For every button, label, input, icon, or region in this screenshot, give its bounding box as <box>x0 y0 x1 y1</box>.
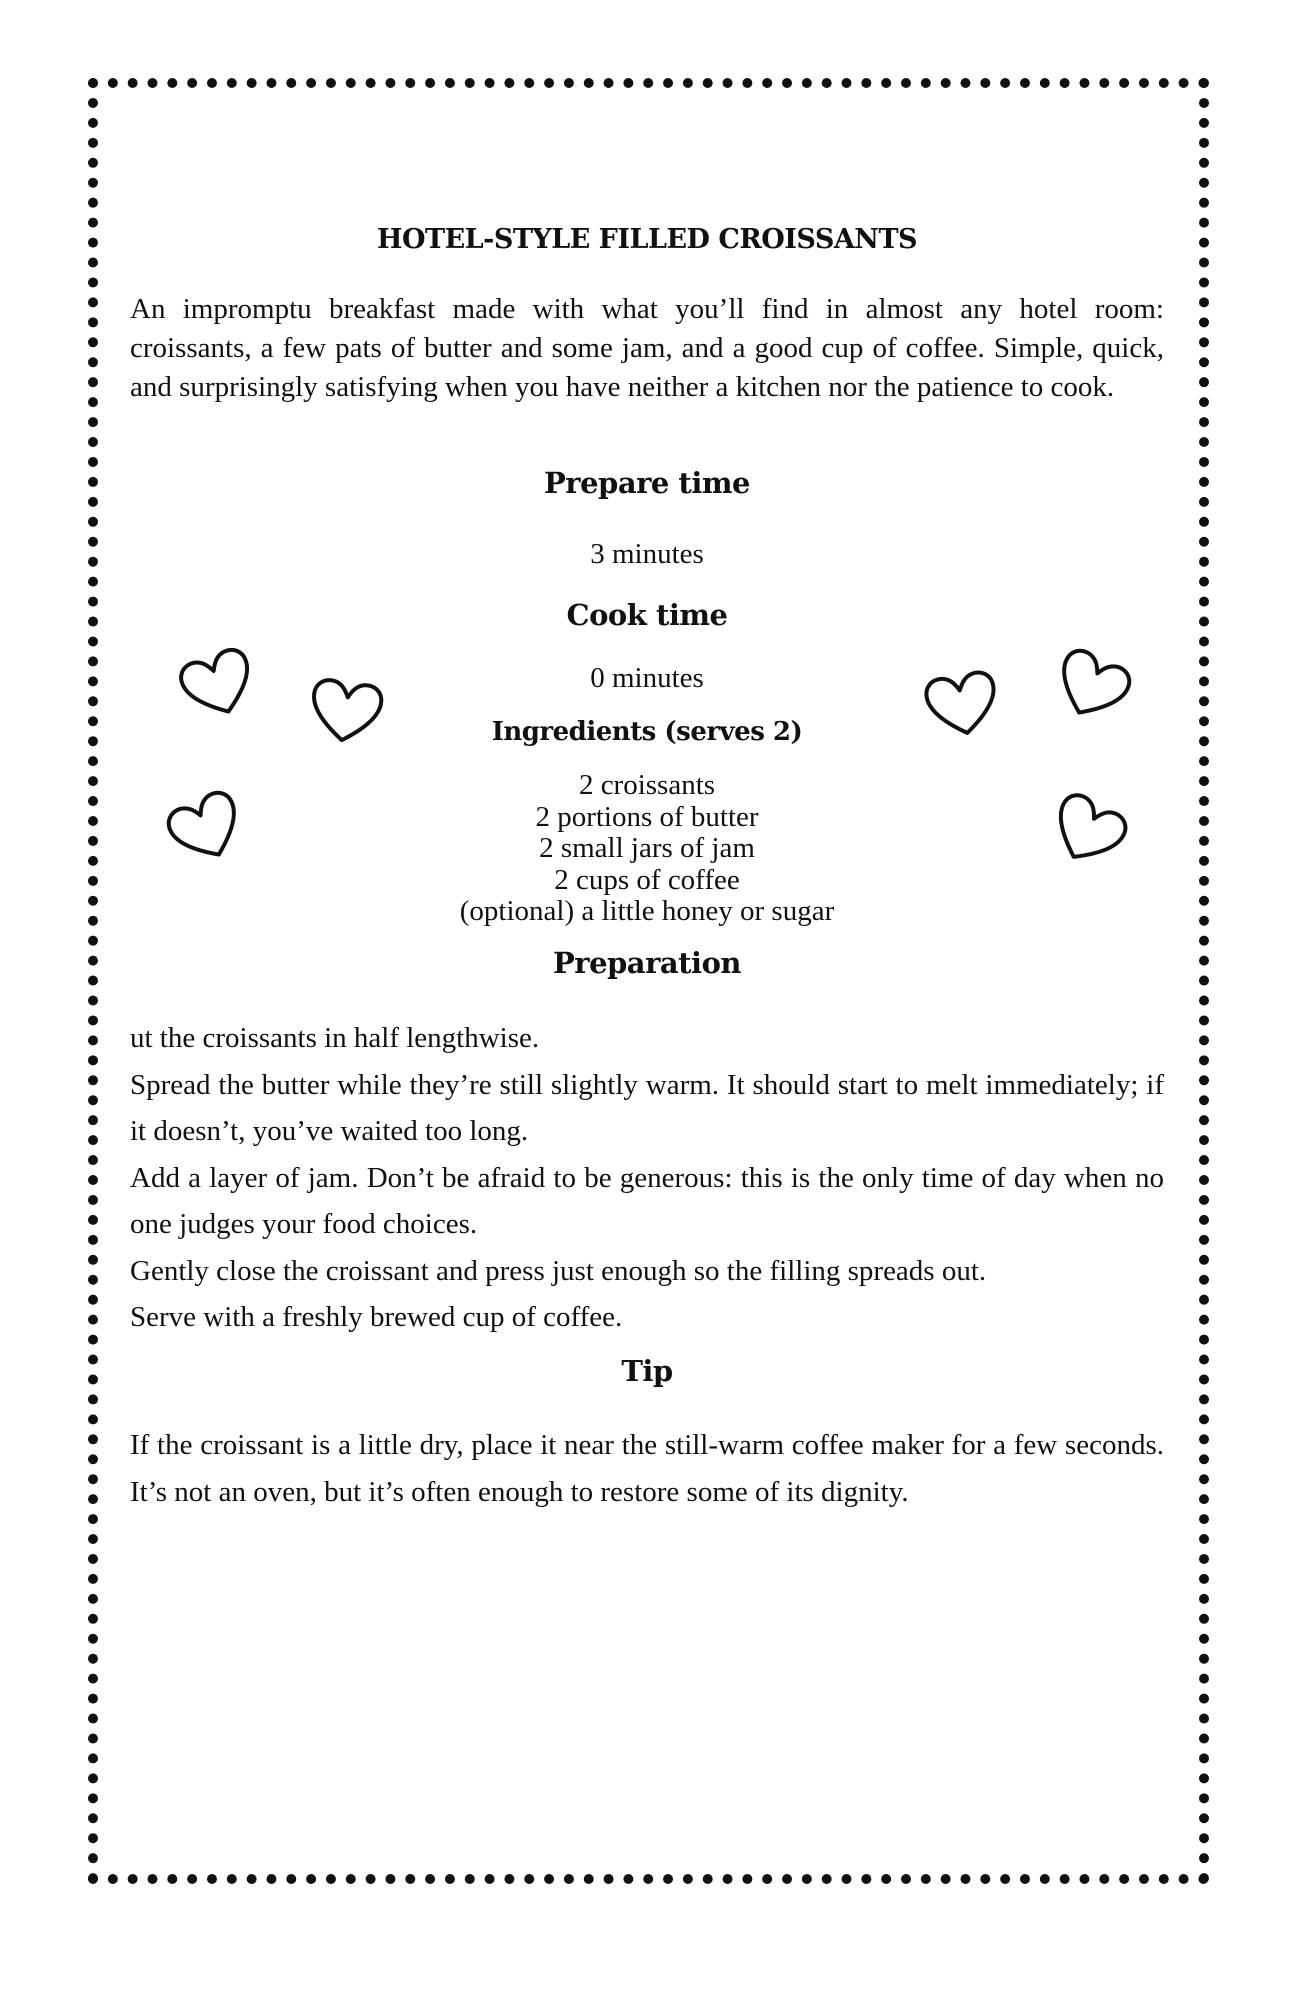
step-item: Gently close the croissant and press just enough so the filling spreads out. <box>130 1254 987 1287</box>
ingredient-item: 2 small jars of jam <box>539 832 755 864</box>
recipe-intro: An impromptu breakfast made with what you’ll find in almost any hotel room: croissants, a few pats of butter and some jam, and a good cup of coffee. Simple, quick, and surprisingly satisfying when you have neither a kitchen nor the patience to cook. <box>130 293 1164 403</box>
preparation-heading: Preparation <box>552 946 741 980</box>
heart-outline-icon <box>301 665 391 755</box>
ingredient-item: 2 cups of coffee <box>554 863 740 896</box>
step-item: ut the croissants in half lengthwise. <box>130 1022 540 1054</box>
prepare-time-value: 3 minutes <box>590 538 704 570</box>
step-item: Serve with a freshly brewed cup of coffee. <box>130 1301 623 1333</box>
ingredient-item: 2 portions of butter <box>535 800 759 833</box>
step-item: Add a layer of jam. Don’t be afraid to be generous: this is the only time of day when no one judges your food choices. <box>130 1161 1164 1240</box>
ingredients-heading: Ingredients (serves 2) <box>491 717 803 747</box>
recipe-title: HOTEL-STYLE FILLED CROISSANTS <box>376 224 918 255</box>
preparation-steps <box>130 1015 1164 1341</box>
cook-time-value: 0 minutes <box>590 662 704 694</box>
cook-time-heading: Cook time <box>566 598 728 632</box>
heart-outline-icon <box>916 657 1009 750</box>
ingredient-item: 2 croissants <box>578 769 716 801</box>
step-item: Spread the butter while they’re still slightly warm. It should start to melt immediately; if it doesn’t, you’ve waited too long. <box>130 1068 1164 1147</box>
ingredient-item: (optional) a little honey or sugar <box>459 895 835 927</box>
prepare-time-heading: Prepare time <box>544 466 750 500</box>
tip-heading: Tip <box>621 1354 673 1388</box>
ingredients-list <box>130 770 1164 928</box>
tip-text: If the croissant is a little dry, place it near the still-warm coffee maker for a few seconds. It’s not an oven, but it’s often enough to restore some of its dignity. <box>130 1429 1164 1508</box>
